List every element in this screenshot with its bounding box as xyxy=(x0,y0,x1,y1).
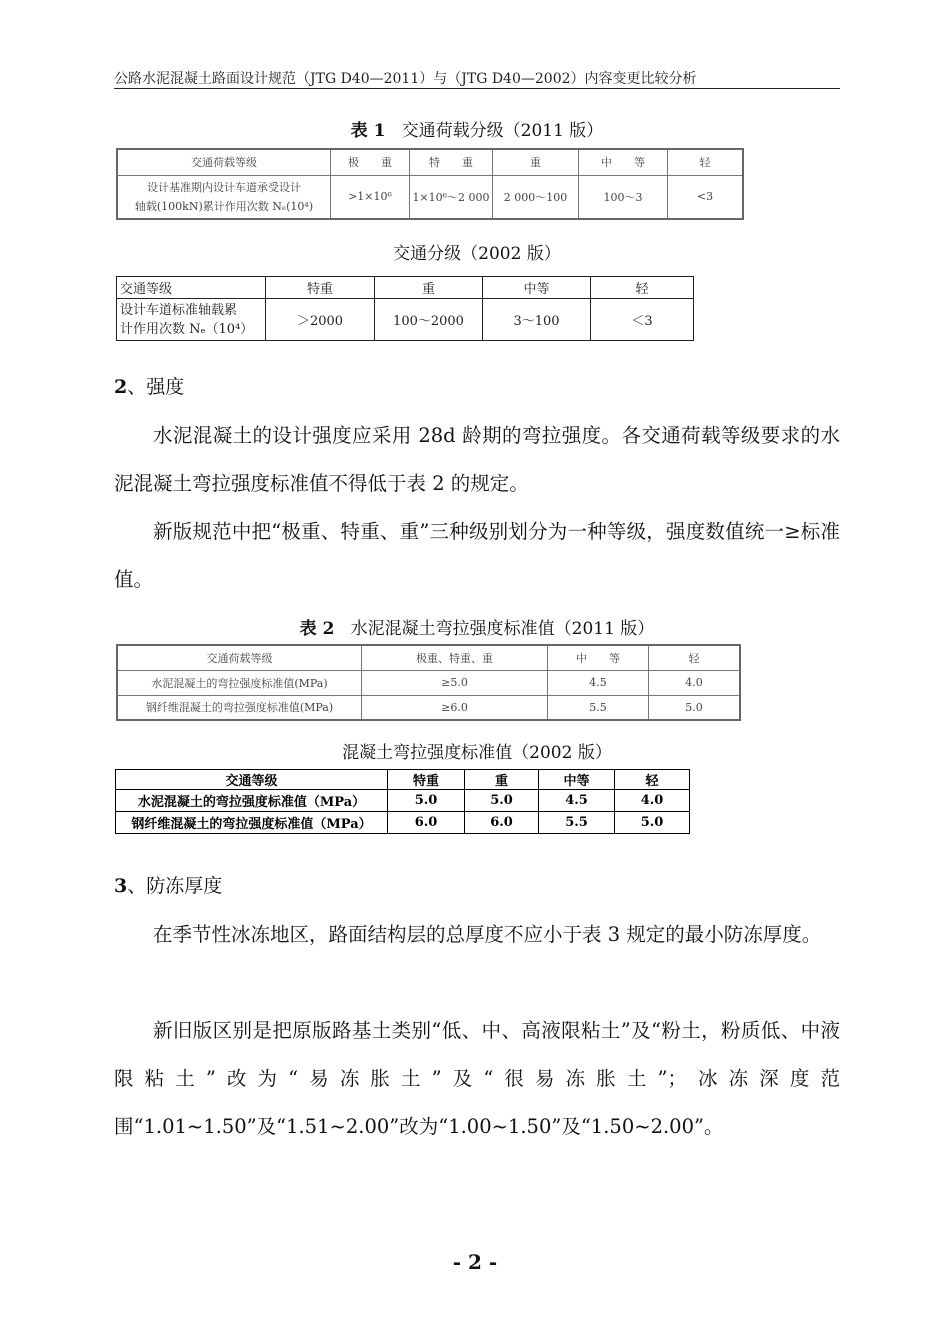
table-header-row xyxy=(117,645,740,670)
table-header-row xyxy=(117,277,694,299)
table-cell: 100～3 xyxy=(579,175,668,219)
table-row xyxy=(116,790,690,812)
row-label-line: 设计车道标准轴载累 xyxy=(120,302,238,318)
table-row xyxy=(117,670,740,695)
table-cell: ＜3 xyxy=(591,299,694,341)
table-header-row xyxy=(117,149,743,175)
table-header-cell: 中 等 xyxy=(579,149,668,175)
table-header-cell: 特重 xyxy=(388,770,465,790)
row-label-line: 轴载(100kN)累计作用次数 Nₑ(10⁴) xyxy=(134,199,314,213)
table-cell: ＞2000 xyxy=(266,299,375,341)
table1-caption xyxy=(114,116,840,141)
table1-caption-text: 交通荷载分级（2011 版） xyxy=(401,121,604,141)
table2-caption-label: 表 2 xyxy=(299,619,335,639)
table-cell: >1×10⁶ xyxy=(331,175,410,219)
section2-heading-num: 2 xyxy=(114,376,128,398)
table1-caption-label: 表 1 xyxy=(350,121,386,141)
section2-heading xyxy=(114,372,184,399)
table-header-cell: 极重、特重、重 xyxy=(362,645,548,670)
section2-paragraph-1: 水泥混凝土的设计强度应采用 28d 龄期的弯拉强度。各交通荷载等级要求的水泥混凝土弯拉强度标准值不得低于表 2 的规定。 xyxy=(114,424,840,495)
section3-heading xyxy=(114,871,222,898)
section2-paragraph-2: 新版规范中把“极重、特重、重”三种级别划分为一种等级，强度数值统一≥标准值。 xyxy=(114,520,840,591)
section3-paragraph-1: 在季节性冰冻地区，路面结构层的总厚度不应小于表 3 规定的最小防冻厚度。 xyxy=(153,923,822,946)
table-header-cell: 轻 xyxy=(591,277,694,299)
section3-heading-num: 3 xyxy=(114,875,128,897)
page-number: - 2 - xyxy=(452,1250,498,1274)
table-header-cell: 交通等级 xyxy=(117,277,266,299)
row-label-line: 设计基准期内设计车道承受设计 xyxy=(147,180,301,194)
table-cell: 6.0 xyxy=(465,812,539,834)
table-row xyxy=(117,175,743,219)
section3-paragraph-2: 新旧版区别是把原版路基土类别“低、中、高液限粘土”及“粉土，粉质低、中液限粘土”改为“易冻胀土”及“很易冻胀土”；冰冻深度范围“1.01~1.50”及“1.51~2.00”改为“1.00~1.50”及“1.50~2.00”。 xyxy=(114,1019,840,1138)
table2-caption-text: 水泥混凝土弯拉强度标准值（2011 版） xyxy=(350,619,655,639)
row-label-line: 计作用次数 Nₑ（10⁴） xyxy=(120,321,254,337)
table-header-row xyxy=(116,770,690,790)
table-header-cell: 交通荷载等级 xyxy=(117,645,362,670)
table-cell: 4.0 xyxy=(649,670,741,695)
table-header-cell: 交通等级 xyxy=(116,770,388,790)
table-cell: 100～2000 xyxy=(375,299,483,341)
table-cell: ≥5.0 xyxy=(362,670,548,695)
table1 xyxy=(116,148,744,220)
table-cell: 5.0 xyxy=(388,790,465,812)
table-cell: 4.0 xyxy=(615,790,690,812)
section3-heading-text: 、防冻厚度 xyxy=(127,875,223,897)
table2b-caption: 混凝土弯拉强度标准值（2002 版） xyxy=(342,743,612,763)
table2-caption xyxy=(114,614,840,639)
table-header-cell: 重 xyxy=(465,770,539,790)
table-header-cell: 中等 xyxy=(483,277,591,299)
table1b xyxy=(116,276,694,341)
table-row xyxy=(117,695,740,720)
table-header-cell: 特 重 xyxy=(410,149,493,175)
header-rule xyxy=(114,88,840,89)
table-header-cell: 重 xyxy=(493,149,579,175)
table-cell: 5.0 xyxy=(615,812,690,834)
table-cell: 4.5 xyxy=(548,670,649,695)
table-cell: 2 000～100 xyxy=(493,175,579,219)
table-row-label: 钢纤维混凝土的弯拉强度标准值(MPa) xyxy=(117,695,362,720)
table-header-cell: 极 重 xyxy=(331,149,410,175)
table-cell: 1×10⁶～2 000 xyxy=(410,175,493,219)
table-row-label: 水泥混凝土的弯拉强度标准值（MPa） xyxy=(116,790,388,812)
table-row-label xyxy=(117,175,331,219)
table-header-cell: 中 等 xyxy=(548,645,649,670)
table-row-label: 水泥混凝土的弯拉强度标准值(MPa) xyxy=(117,670,362,695)
table-cell: <3 xyxy=(668,175,744,219)
table-header-cell: 重 xyxy=(375,277,483,299)
table-header-cell: 轻 xyxy=(668,149,744,175)
table-cell: 5.0 xyxy=(649,695,741,720)
table-header-cell: 中等 xyxy=(539,770,615,790)
table1b-caption: 交通分级（2002 版） xyxy=(393,244,561,264)
table-cell: 3～100 xyxy=(483,299,591,341)
table-header-cell: 交通荷载等级 xyxy=(117,149,331,175)
table-header-cell: 轻 xyxy=(649,645,741,670)
section2-heading-text: 、强度 xyxy=(127,376,185,398)
table-row-label: 钢纤维混凝土的弯拉强度标准值（MPa） xyxy=(116,812,388,834)
running-header: 公路水泥混凝土路面设计规范（JTG D40—2011）与（JTG D40—2002）内容变更比较分析 xyxy=(114,71,697,87)
table-cell: 5.0 xyxy=(465,790,539,812)
table2b xyxy=(115,769,690,834)
table-header-cell: 轻 xyxy=(615,770,690,790)
table-cell: 5.5 xyxy=(548,695,649,720)
table-cell: 5.5 xyxy=(539,812,615,834)
table-row xyxy=(117,299,694,341)
table-header-cell: 特重 xyxy=(266,277,375,299)
table2 xyxy=(116,644,741,721)
table-cell: ≥6.0 xyxy=(362,695,548,720)
table-cell: 6.0 xyxy=(388,812,465,834)
table-row-label xyxy=(117,299,266,341)
table-row xyxy=(116,812,690,834)
table-cell: 4.5 xyxy=(539,790,615,812)
